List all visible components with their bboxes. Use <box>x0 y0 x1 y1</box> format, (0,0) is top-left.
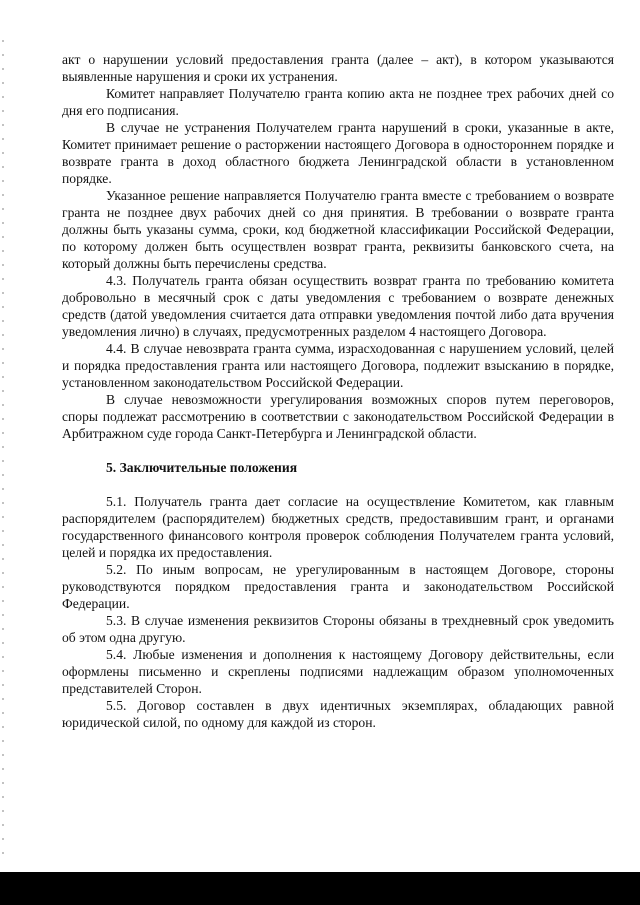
paragraph-4-4: 4.4. В случае невозврата гранта сумма, израсходованная с нарушением условий, целей и порядка предоставления гранта или настоящего Договора, подлежит взысканию в порядке, установленном законодательством Российской Федерации. <box>62 341 614 390</box>
paragraph-5-2: 5.2. По иным вопросам, не урегулированным в настоящем Договоре, стороны руководствуются порядком предоставления гранта и законодательством Российской Федерации. <box>62 562 614 611</box>
paragraph-5-3: 5.3. В случае изменения реквизитов Стороны обязаны в трехдневный срок уведомить об этом одна другую. <box>62 613 614 645</box>
paragraph-5-1: 5.1. Получатель гранта дает согласие на осуществление Комитетом, как главным распорядителем (распорядителем) бюджетных средств, предоставившим грант, и органами государственного финансового контроля проверок соблюдения Получателем гранта условий, целей и порядка их предоставления. <box>62 494 614 560</box>
paragraph-5-5: 5.5. Договор составлен в двух идентичных экземплярах, обладающих равной юридической силой, по одному для каждой из сторон. <box>62 698 614 730</box>
paragraph-disputes: В случае невозможности урегулирования возможных споров путем переговоров, споры подлежат рассмотрению в соответствии с законодательством Российской Федерации в Арбитражном суде города Санкт-Петербурга и Ленинградской области. <box>62 392 614 441</box>
paragraph-4-3: 4.3. Получатель гранта обязан осуществить возврат гранта по требованию комитета добровольно в месячный срок с даты уведомления с требованием о возврате денежных средств (датой уведомления считается дата отправки уведомления почтой либо дата вручения уведомления лично) в случаях, предусмотренных разделом 4 настоящего Договора. <box>62 273 614 339</box>
paragraph-5-4: 5.4. Любые изменения и дополнения к настоящему Договору действительны, если оформлены письменно и скреплены подписями надлежащим образом уполномоченных представителей Сторон. <box>62 647 614 696</box>
section-5-heading: 5. Заключительные положения <box>106 460 298 475</box>
paragraph-copy-of-act: Комитет направляет Получателю гранта копию акта не позднее трех рабочих дней со дня его подписания. <box>62 86 614 118</box>
paragraph-termination: В случае не устранения Получателем гранта нарушений в сроки, указанные в акте, Комитет принимает решение о расторжении настоящего Договора в одностороннем порядке и возврате гранта в доход областного бюджета Ленинградской области в установленном порядке. <box>62 120 614 186</box>
scan-edge-marks <box>2 40 4 860</box>
document-body <box>62 51 614 731</box>
scan-bottom-bar <box>0 872 640 905</box>
paragraph-return-demand: Указанное решение направляется Получателю гранта вместе с требованием о возврате гранта не позднее двух рабочих дней со дня принятия. В требовании о возврате гранта должны быть указаны сумма, сроки, код бюджетной классификации Российской Федерации, по которому должен быть осуществлен возврат гранта, реквизиты банковского счета, на который должны быть перечислены средства. <box>62 188 614 271</box>
paragraph-act-continuation: акт о нарушении условий предоставления гранта (далее – акт), в котором указываются выявленные нарушения и сроки их устранения. <box>62 52 614 84</box>
